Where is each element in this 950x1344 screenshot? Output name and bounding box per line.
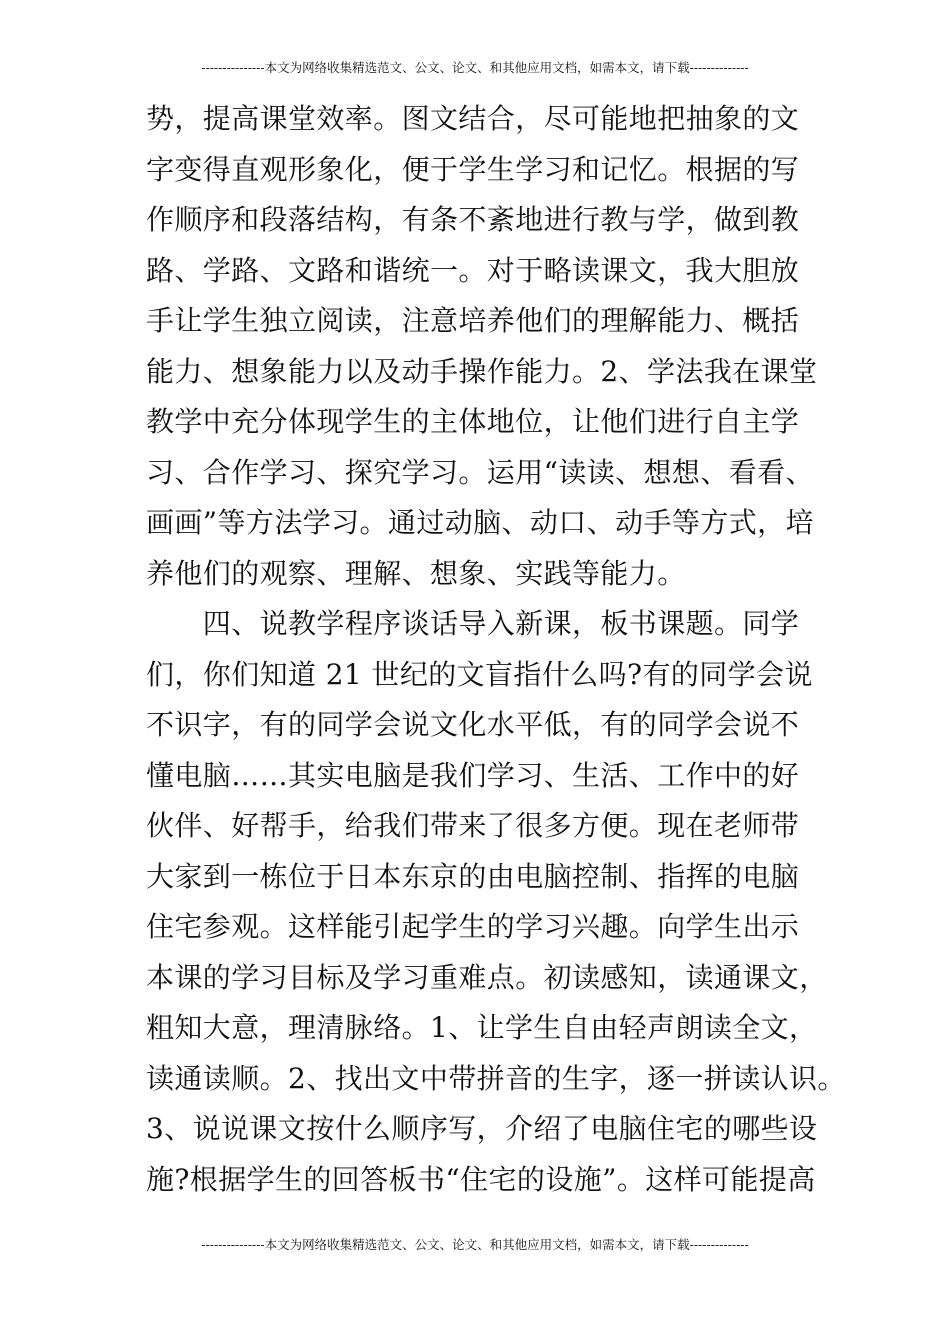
text-line: 粗知大意，理清脉络。1、让学生自由轻声朗读全文，	[146, 1011, 818, 1044]
text-line: 施?根据学生的回答板书“住宅的设施”。这样可能提高	[146, 1162, 816, 1196]
text-line: 懂电脑……其实电脑是我们学习、生活、工作中的好	[146, 758, 800, 792]
text-line: 路、学路、文路和谐统一。对于略读课文，我大胆放	[146, 253, 800, 287]
text-line: 养他们的观察、理解、想象、实践等能力。	[146, 556, 686, 590]
text-line: 大家到一栋位于日本东京的由电脑控制、指挥的电脑	[146, 859, 800, 893]
text-line: 住宅参观。这样能引起学生的学习兴趣。向学生出示	[146, 910, 800, 943]
text-line: 画画”等方法学习。通过动脑、动口、动手等方式，培	[146, 506, 814, 539]
text-line: 3、说说课文按什么顺序写，介绍了电脑住宅的哪些设	[146, 1112, 818, 1145]
text-line: 习、合作学习、探究学习。运用“读读、想想、看看、	[146, 455, 814, 489]
text-line: 四、说教学程序谈话导入新课，板书课题。同学	[146, 607, 800, 640]
text-line: 伙伴、好帮手，给我们带来了很多方便。现在老师带	[146, 809, 800, 842]
text-line: 不识字，有的同学会说文化水平低，有的同学会说不	[146, 708, 800, 741]
page-footer: ---------------本文为网络收集精选范文、公文、论文、和其他应用文档，如需本文，请下载--------------	[201, 1237, 749, 1252]
text-line: 作顺序和段落结构，有条不紊地进行教与学，做到教	[146, 203, 800, 236]
body-text	[146, 94, 846, 1205]
text-line: 们，你们知道 21 世纪的文盲指什么吗?有的同学会说	[146, 657, 813, 691]
text-line: 手让学生独立阅读，注意培养他们的理解能力、概括	[146, 304, 800, 337]
text-line: 读通读顺。2、找出文中带拼音的生字，逐一拼读认识。	[146, 1061, 846, 1095]
text-line: 势，提高课堂效率。图文结合，尽可能地把抽象的文	[146, 102, 800, 135]
page-header: ---------------本文为网络收集精选范文、公文、论文、和其他应用文档，如需本文，请下载--------------	[201, 60, 749, 75]
text-line: 教学中充分体现学生的主体地位，让他们进行自主学	[146, 405, 800, 438]
text-line: 字变得直观形象化，便于学生学习和记忆。根据的写	[146, 152, 800, 186]
text-line: 能力、想象能力以及动手操作能力。2、学法我在课堂	[146, 354, 818, 388]
text-line: 本课的学习目标及学习重难点。初读感知，读通课文，	[146, 960, 828, 994]
